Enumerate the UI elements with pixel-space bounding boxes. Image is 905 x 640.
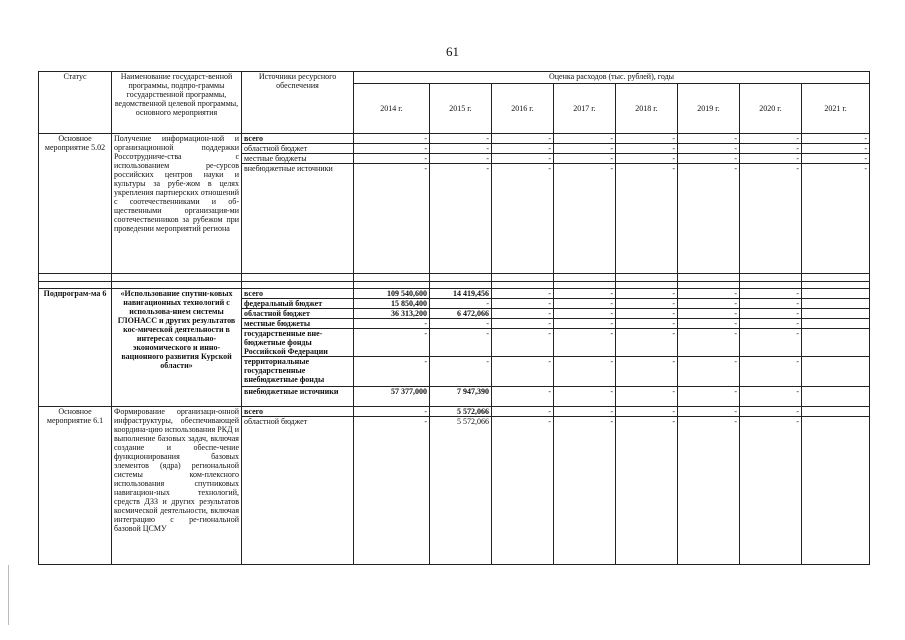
value-cell: -: [430, 329, 492, 357]
value-cell: -: [616, 289, 678, 299]
source-cell: внебюджетные источники: [242, 387, 354, 407]
value-cell: -: [616, 329, 678, 357]
value-cell: -: [616, 319, 678, 329]
budget-table: [38, 71, 870, 565]
value-cell: -: [678, 309, 740, 319]
source-cell: местные бюджеты: [242, 154, 354, 164]
value-cell: -: [616, 164, 678, 274]
status-cell: Подпрограм-ма 6: [39, 289, 112, 407]
value-cell: -: [616, 154, 678, 164]
source-cell: областной бюджет: [242, 309, 354, 319]
value-cell: -: [740, 134, 802, 144]
value-cell: -: [492, 154, 554, 164]
value-cell: [802, 319, 870, 329]
value-cell: -: [554, 154, 616, 164]
spacer-row: [39, 274, 870, 282]
header-sources: Источники ресурсного обеспечения: [242, 72, 354, 134]
value-cell: -: [740, 164, 802, 274]
value-cell: -: [354, 144, 430, 154]
value-cell: -: [354, 329, 430, 357]
value-cell: -: [740, 387, 802, 407]
value-cell: 57 377,000: [354, 387, 430, 407]
value-cell: -: [740, 289, 802, 299]
value-cell: -: [492, 357, 554, 387]
value-cell: -: [678, 154, 740, 164]
value-cell: -: [492, 309, 554, 319]
value-cell: -: [616, 299, 678, 309]
value-cell: -: [678, 299, 740, 309]
source-cell: всего: [242, 289, 354, 299]
source-cell: всего: [242, 134, 354, 144]
value-cell: [802, 289, 870, 299]
header-row: [39, 72, 870, 84]
value-cell: -: [554, 329, 616, 357]
page-number: 61: [446, 44, 459, 59]
value-cell: [802, 387, 870, 407]
year-2015: 2015 г.: [430, 84, 492, 134]
header-estimate: Оценка расходов (тыс. рублей), годы: [354, 72, 870, 84]
year-2016: 2016 г.: [492, 84, 554, 134]
value-cell: -: [740, 309, 802, 319]
value-cell: -: [492, 387, 554, 407]
value-cell: 36 313,200: [354, 309, 430, 319]
name-cell: «Использование спутни-ковых навигационных технологий с использова-нием системы ГЛОНАСС и других результатов кос-мической деятельности в интересах социально-экономического и инно-вационного развития Курской области»: [112, 289, 242, 407]
value-cell: -: [740, 407, 802, 417]
value-cell: -: [430, 144, 492, 154]
value-cell: -: [554, 144, 616, 154]
value-cell: -: [554, 289, 616, 299]
value-cell: -: [492, 417, 554, 565]
value-cell: -: [492, 144, 554, 154]
value-cell: -: [616, 407, 678, 417]
scan-margin-line: [8, 565, 9, 625]
value-cell: -: [678, 387, 740, 407]
value-cell: [802, 309, 870, 319]
value-cell: -: [678, 144, 740, 154]
value-cell: -: [802, 144, 870, 154]
header-name: Наименование государст-венной программы, подпро-граммы государственной программы, ведомственной целевой программы, основного мероприятия: [112, 72, 242, 134]
value-cell: -: [430, 299, 492, 309]
status-cell: Основное мероприятие 5.02: [39, 134, 112, 274]
value-cell: -: [740, 357, 802, 387]
source-cell: местные бюджеты: [242, 319, 354, 329]
value-cell: -: [616, 144, 678, 154]
header-status: Статус: [39, 72, 112, 134]
value-cell: -: [802, 134, 870, 144]
year-2018: 2018 г.: [616, 84, 678, 134]
source-cell: государственные вне-бюджетные фонды Российской Федерации: [242, 329, 354, 357]
value-cell: -: [554, 417, 616, 565]
value-cell: [802, 357, 870, 387]
year-2017: 2017 г.: [554, 84, 616, 134]
value-cell: -: [554, 134, 616, 144]
value-cell: 5 572,066: [430, 417, 492, 565]
value-cell: -: [430, 134, 492, 144]
value-cell: -: [430, 164, 492, 274]
value-cell: -: [354, 164, 430, 274]
value-cell: 109 540,600: [354, 289, 430, 299]
source-cell: территориальные государственные внебюджетные фонды: [242, 357, 354, 387]
value-cell: -: [354, 134, 430, 144]
value-cell: -: [430, 357, 492, 387]
value-cell: -: [616, 417, 678, 565]
value-cell: -: [492, 319, 554, 329]
value-cell: -: [740, 417, 802, 565]
value-cell: 7 947,390: [430, 387, 492, 407]
table-row: [39, 407, 870, 417]
year-2014: 2014 г.: [354, 84, 430, 134]
value-cell: -: [802, 164, 870, 274]
value-cell: -: [678, 289, 740, 299]
value-cell: -: [430, 154, 492, 164]
table-row: [39, 289, 870, 299]
value-cell: [802, 407, 870, 417]
value-cell: -: [554, 357, 616, 387]
value-cell: -: [554, 164, 616, 274]
value-cell: -: [678, 164, 740, 274]
value-cell: -: [616, 387, 678, 407]
source-cell: всего: [242, 407, 354, 417]
value-cell: -: [740, 299, 802, 309]
status-cell: Основное мероприятие 6.1: [39, 407, 112, 565]
value-cell: -: [492, 299, 554, 309]
value-cell: -: [678, 357, 740, 387]
value-cell: -: [678, 407, 740, 417]
source-cell: федеральный бюджет: [242, 299, 354, 309]
source-cell: внебюджетные источники: [242, 164, 354, 274]
value-cell: -: [554, 319, 616, 329]
value-cell: -: [678, 329, 740, 357]
value-cell: -: [554, 299, 616, 309]
value-cell: -: [492, 329, 554, 357]
value-cell: 5 572,066: [430, 407, 492, 417]
value-cell: -: [740, 154, 802, 164]
value-cell: [802, 299, 870, 309]
value-cell: -: [554, 387, 616, 407]
year-2020: 2020 г.: [740, 84, 802, 134]
value-cell: -: [492, 407, 554, 417]
value-cell: 14 419,456: [430, 289, 492, 299]
value-cell: [802, 417, 870, 565]
value-cell: -: [678, 319, 740, 329]
value-cell: -: [740, 319, 802, 329]
value-cell: -: [492, 289, 554, 299]
value-cell: -: [430, 319, 492, 329]
value-cell: -: [678, 134, 740, 144]
name-cell: Формирование организаци-онной инфраструктуры, обеспечивающей координа-цию использования РКД и выполнение базовых задач, включая создание и обеспе-чение функционирования базовых элементов (ядра) региональной системы ком-плексного использования спутниковых навигацион-ных технологий, средств ДЗЗ и других результатов космической деятельности, включая интеграцию с ре-гиональной базовой ЦСМУ: [112, 407, 242, 565]
value-cell: -: [678, 417, 740, 565]
value-cell: 6 472,066: [430, 309, 492, 319]
value-cell: -: [492, 134, 554, 144]
source-cell: областной бюджет: [242, 417, 354, 565]
value-cell: -: [354, 407, 430, 417]
value-cell: [802, 329, 870, 357]
value-cell: -: [492, 164, 554, 274]
value-cell: -: [354, 417, 430, 565]
value-cell: -: [616, 134, 678, 144]
year-2019: 2019 г.: [678, 84, 740, 134]
value-cell: -: [616, 357, 678, 387]
value-cell: -: [554, 309, 616, 319]
value-cell: -: [554, 407, 616, 417]
table-row: [39, 134, 870, 144]
value-cell: -: [740, 144, 802, 154]
value-cell: 15 850,400: [354, 299, 430, 309]
value-cell: -: [354, 357, 430, 387]
source-cell: областной бюджет: [242, 144, 354, 154]
value-cell: -: [802, 154, 870, 164]
name-cell: Получение информацион-ной и организационной поддержки Россотрудниче-ства с использованием ре-сурсов российских центров науки и культуры за рубе-жом в целях укрепления партнерских отношений с соотечественниками и об-щественными организация-ми соотечественников за рубежом при проведении мероприятий региона: [112, 134, 242, 274]
value-cell: -: [616, 309, 678, 319]
spacer-row: [39, 282, 870, 289]
year-2021: 2021 г.: [802, 84, 870, 134]
value-cell: -: [354, 319, 430, 329]
value-cell: -: [740, 329, 802, 357]
value-cell: -: [354, 154, 430, 164]
